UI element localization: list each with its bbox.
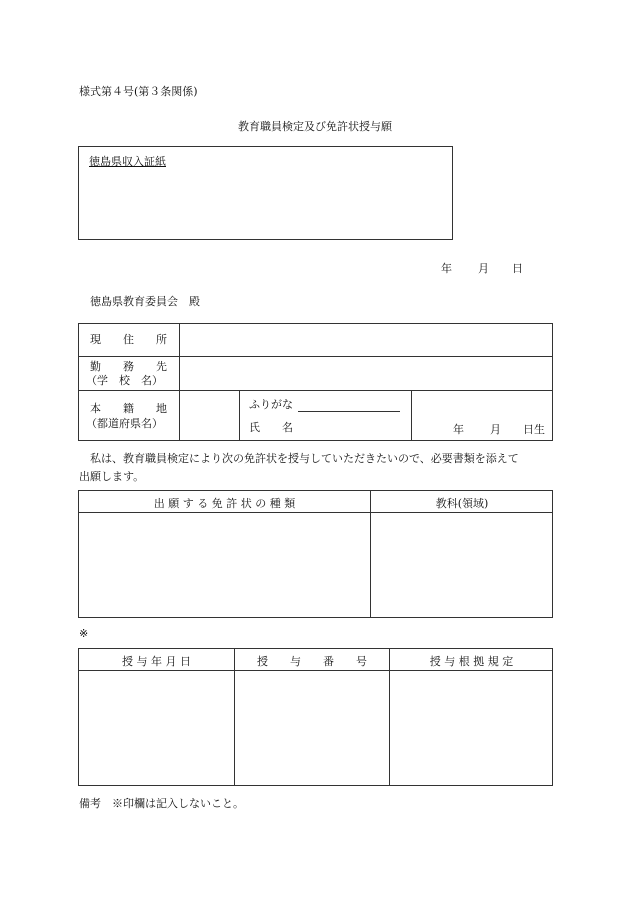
name-label: 氏 名 xyxy=(249,421,293,434)
applicant-col-line-b xyxy=(411,390,412,441)
grant-date-field[interactable] xyxy=(79,671,234,785)
furigana-label: ふりがな xyxy=(249,398,293,411)
address-label: 現 住 所 xyxy=(90,333,167,346)
addressee: 徳島県教育委員会 殿 xyxy=(90,295,200,308)
birth-month: 月 xyxy=(490,423,501,436)
date-month: 月 xyxy=(478,262,489,275)
subject-header: 教科(領域) xyxy=(435,497,489,510)
remarks: 備考 ※印欄は記入しないこと。 xyxy=(79,797,244,810)
grant-number-field[interactable] xyxy=(235,671,389,785)
statement-line-1: 私は、教育職員検定により次の免許状を授与していただきたいので、必要書類を添えて xyxy=(90,452,519,465)
school-name-label: （学 校 名） xyxy=(86,374,163,387)
revenue-stamp-box xyxy=(78,146,453,240)
statement-line-2: 出願します。 xyxy=(79,470,145,483)
date-day: 日 xyxy=(512,262,523,275)
form-title: 教育職員検定及び免許状授与願 xyxy=(238,120,392,133)
license-type-header: 出 願 す る 免 許 状 の 種 類 xyxy=(153,497,296,510)
grant-date-header: 授 与 年 月 日 xyxy=(122,655,191,668)
birth-year: 年 xyxy=(453,423,464,436)
domicile-label: 本 籍 地 xyxy=(90,402,167,415)
subject-field[interactable] xyxy=(371,513,552,617)
grant-basis-field[interactable] xyxy=(390,671,552,785)
grant-basis-header: 授 与 根 拠 規 定 xyxy=(429,655,514,668)
address-field[interactable] xyxy=(180,324,552,356)
name-field[interactable] xyxy=(240,391,411,441)
birth-day: 日生 xyxy=(523,423,545,436)
license-type-field[interactable] xyxy=(79,513,370,617)
date-year: 年 xyxy=(441,262,452,275)
prefecture-label: （都道府県名） xyxy=(86,417,163,430)
revenue-stamp-label: 徳島県収入証紙 xyxy=(89,155,166,168)
domicile-field[interactable] xyxy=(180,391,239,441)
form-number: 様式第４号(第３条関係) xyxy=(79,85,198,98)
note-mark: ※ xyxy=(79,627,89,640)
grant-number-header: 授 与 番 号 xyxy=(257,655,367,668)
workplace-field[interactable] xyxy=(180,357,552,390)
workplace-label: 勤 務 先 xyxy=(90,360,167,373)
